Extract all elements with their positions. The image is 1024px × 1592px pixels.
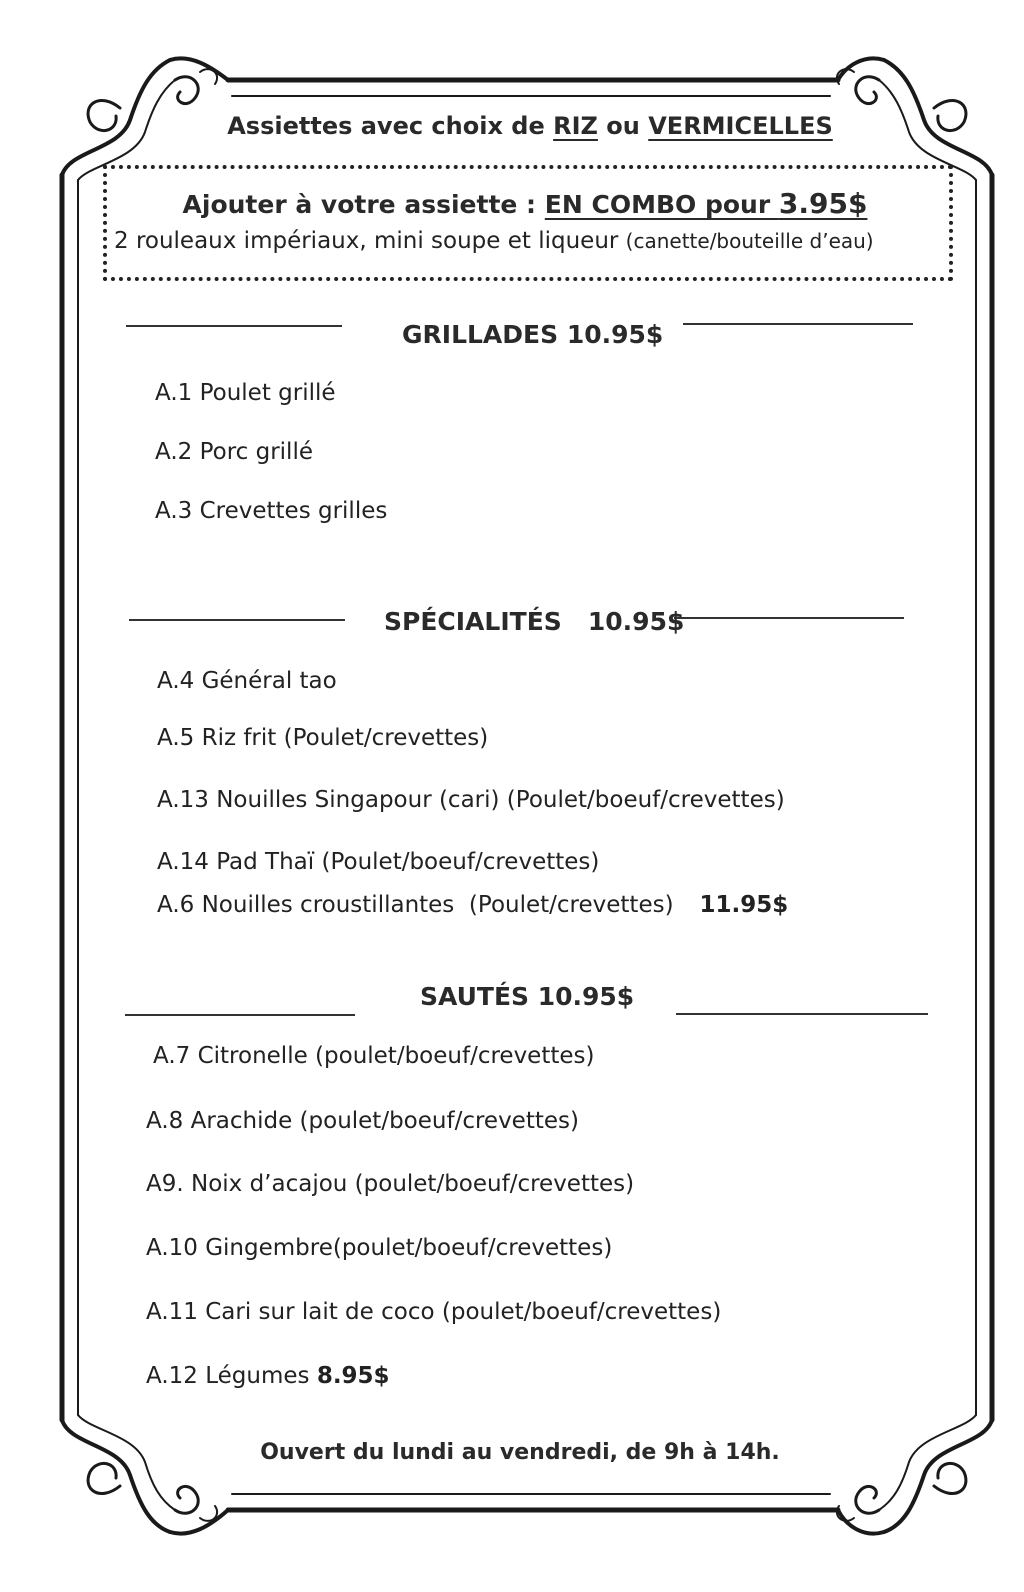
menu-item: A.11 Cari sur lait de coco (poulet/boeuf/crevettes)	[146, 1299, 722, 1325]
combo-prefix: Ajouter à votre assiette :	[182, 190, 545, 219]
menu-item: A.8 Arachide (poulet/boeuf/crevettes)	[146, 1108, 579, 1134]
menu-item: A.13 Nouilles Singapour (cari) (Poulet/boeuf/crevettes)	[157, 787, 785, 813]
divider-line	[126, 325, 342, 327]
header-rice: RIZ	[553, 112, 598, 140]
combo-details	[114, 228, 874, 254]
header-prefix: Assiettes avec choix de	[227, 112, 554, 140]
combo-box	[103, 165, 953, 281]
combo-label-text: EN COMBO pour	[544, 190, 779, 219]
divider-line	[125, 1014, 355, 1016]
combo-offer	[0, 187, 1024, 220]
section-title-grillades: GRILLADES 10.95$	[402, 320, 664, 349]
menu-item: A.7 Citronelle (poulet/boeuf/crevettes)	[153, 1043, 595, 1069]
menu-item	[146, 1363, 390, 1389]
menu-item-price: 11.95$	[699, 892, 789, 918]
menu-item-price: 8.95$	[316, 1363, 390, 1389]
menu-item: A.14 Pad Thaï (Poulet/boeuf/crevettes)	[157, 849, 600, 875]
combo-price: 3.95$	[778, 187, 868, 220]
divider-line	[676, 1013, 928, 1015]
menu-item-name: A.12 Légumes	[146, 1363, 317, 1389]
header-vermicelli: VERMICELLES	[648, 112, 833, 140]
section-title-sautes: SAUTÉS 10.95$	[420, 982, 635, 1011]
combo-details-small: (canette/bouteille d’eau)	[625, 229, 874, 253]
combo-details-text: 2 rouleaux impériaux, mini soupe et liqueur	[114, 228, 626, 254]
menu-item: A.3 Crevettes grilles	[155, 498, 388, 524]
divider-line	[683, 323, 913, 325]
menu-item: A.1 Poulet grillé	[155, 380, 336, 406]
combo-label	[544, 187, 868, 220]
menu-item	[157, 892, 788, 918]
menu-item-name: A.6 Nouilles croustillantes (Poulet/crevettes)	[157, 892, 674, 918]
divider-line	[674, 617, 904, 619]
section-title-specialites: SPÉCIALITÉS 10.95$	[384, 607, 685, 636]
header-middle: ou	[597, 112, 649, 140]
menu-header	[0, 112, 1024, 140]
menu-item: A9. Noix d’acajou (poulet/boeuf/crevettes)	[146, 1171, 635, 1197]
menu-item: A.10 Gingembre(poulet/boeuf/crevettes)	[146, 1235, 613, 1261]
menu-item: A.5 Riz frit (Poulet/crevettes)	[157, 725, 489, 751]
menu-item: A.4 Général tao	[157, 668, 337, 694]
opening-hours: Ouvert du lundi au vendredi, de 9h à 14h.	[260, 1440, 780, 1465]
menu-item: A.2 Porc grillé	[155, 439, 313, 465]
divider-line	[129, 619, 345, 621]
